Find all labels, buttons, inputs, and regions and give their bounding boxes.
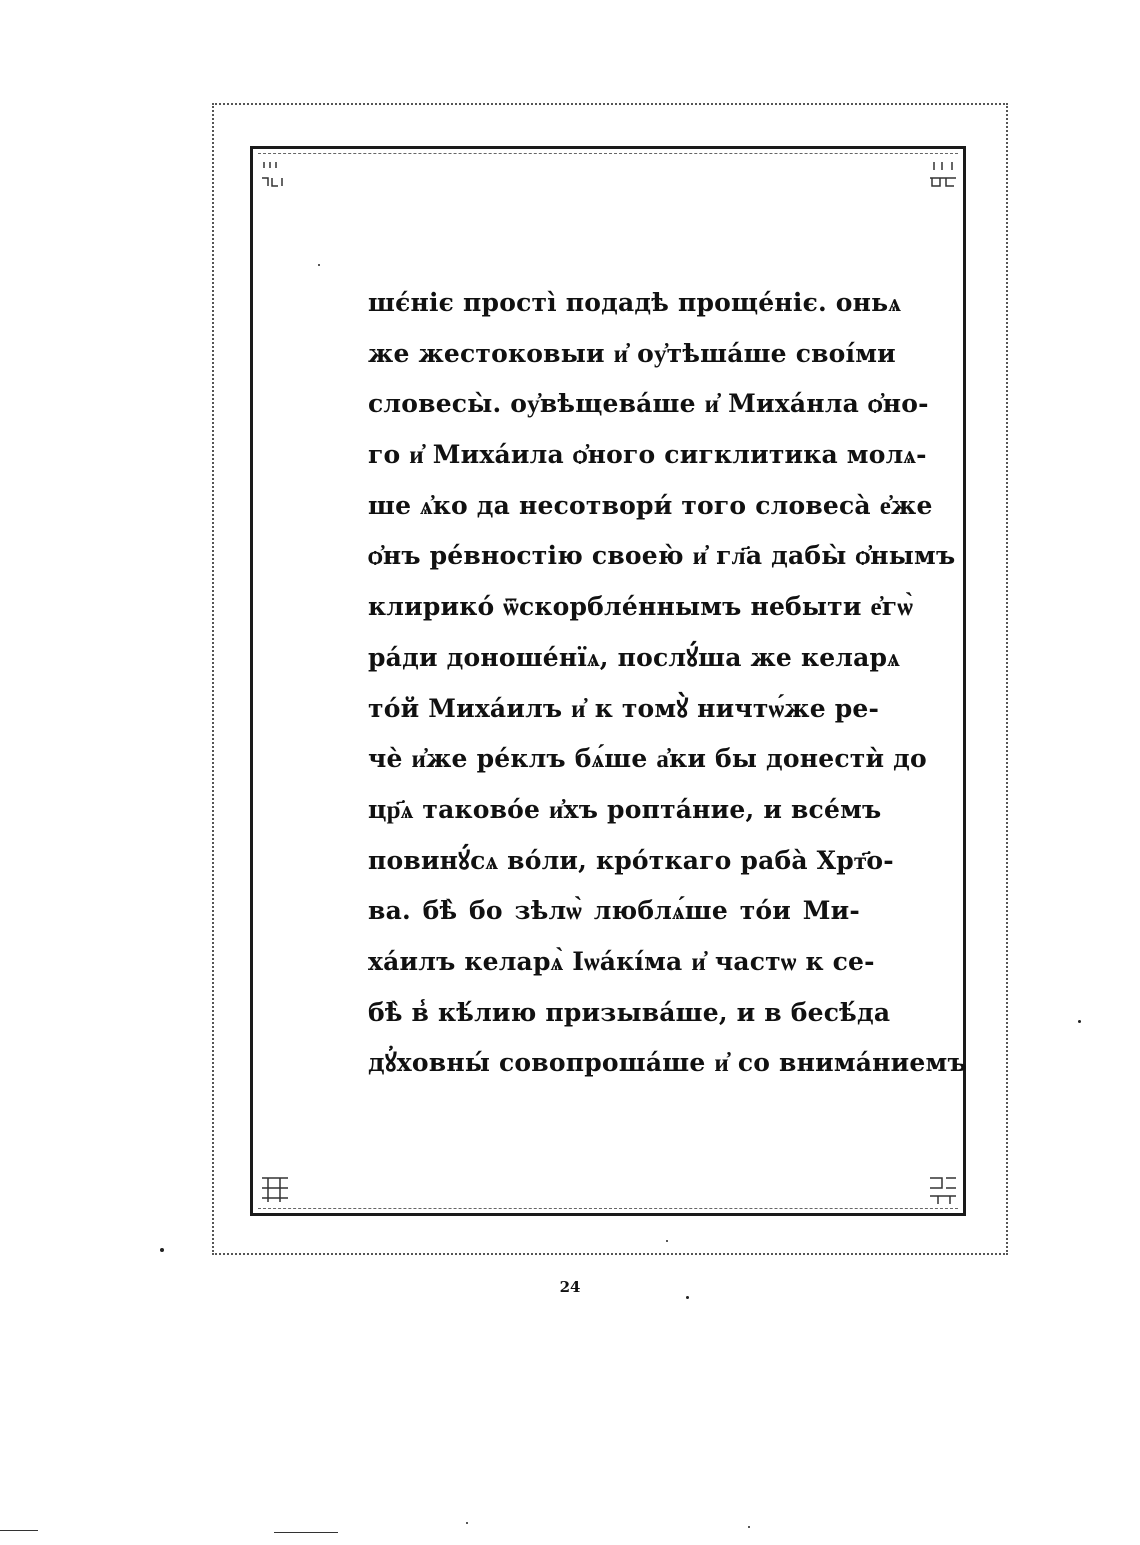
text-line: чѐ и҆же ре́клъ бѧ́ше а҆ки бы донестѝ до	[368, 744, 927, 774]
text-line: то́й Миха́илъ и҆ к томꙋ̀ ничтѡ́же ре-	[368, 693, 880, 723]
bottom-right-corner-ornament	[926, 1172, 960, 1206]
bottom-left-corner-ornament	[258, 1172, 292, 1206]
text-line: ше ѧ҆ко да несотвори́ того словеса̀ е҆же	[368, 490, 933, 520]
text-line: же жестоковыи и҆ оу҆тѣша́ше своі́ми	[368, 338, 896, 368]
speck	[160, 1248, 164, 1252]
text-line: дꙋ҆ховны́ совопроша́ше и҆ со внима́ниемъ	[368, 1048, 967, 1078]
text-line: бѣ̀ в̾ кѣ́лию призыва́ше, и в бесѣ́да	[368, 997, 891, 1027]
text-line: ха́илъ келарѧ̀ Іѡа́кі́ма и҆ частѡ к се-	[368, 946, 875, 976]
text-line: шє́ніє прості̀ подадѣ проще́ніє. оньѧ	[368, 288, 902, 317]
top-left-corner-ornament	[258, 158, 292, 192]
text-line: го и҆ Миха́ила ѻ҆ного сигклитика молѧ-	[368, 440, 927, 470]
text-line: клирико́ ѿскорбле́ннымъ небыти е҆гѡ̀	[368, 592, 913, 622]
speck	[466, 1522, 468, 1524]
text-line: повинꙋ́сѧ во́ли, кро́ткаго раба̀ Хрт҃о-	[368, 845, 894, 875]
bottom-inner-rule	[258, 1208, 958, 1209]
text-line: словесы̀. оу҆вѣщева́ше и҆ Миха́нла ѻ҆но-	[368, 389, 929, 419]
stray-rule	[0, 1530, 38, 1531]
speck	[686, 1296, 689, 1299]
speck	[1078, 1020, 1081, 1023]
text-line: ѻ҆нъ ре́вностію своею̀ и҆ гл҃а дабы̀ ѻ҆нымъ	[368, 541, 956, 571]
top-right-corner-ornament	[926, 158, 960, 192]
speck	[318, 264, 320, 266]
body-text	[368, 278, 967, 1089]
speck	[748, 1526, 750, 1528]
text-line: цр҃ѧ таково́е и҆хъ ропта́ние, и все́мъ	[368, 794, 882, 824]
page-number: 24	[559, 1278, 581, 1296]
text-line: ва. бѣ̀ бо зѣлѡ̀ люблѧ́ше то́и Ми-	[368, 896, 860, 926]
top-inner-rule	[258, 153, 958, 154]
stray-rule	[274, 1532, 338, 1533]
speck	[666, 1240, 668, 1242]
text-line: ра́ди доноше́нїѧ, послꙋ́ша же келарѧ	[368, 642, 900, 672]
